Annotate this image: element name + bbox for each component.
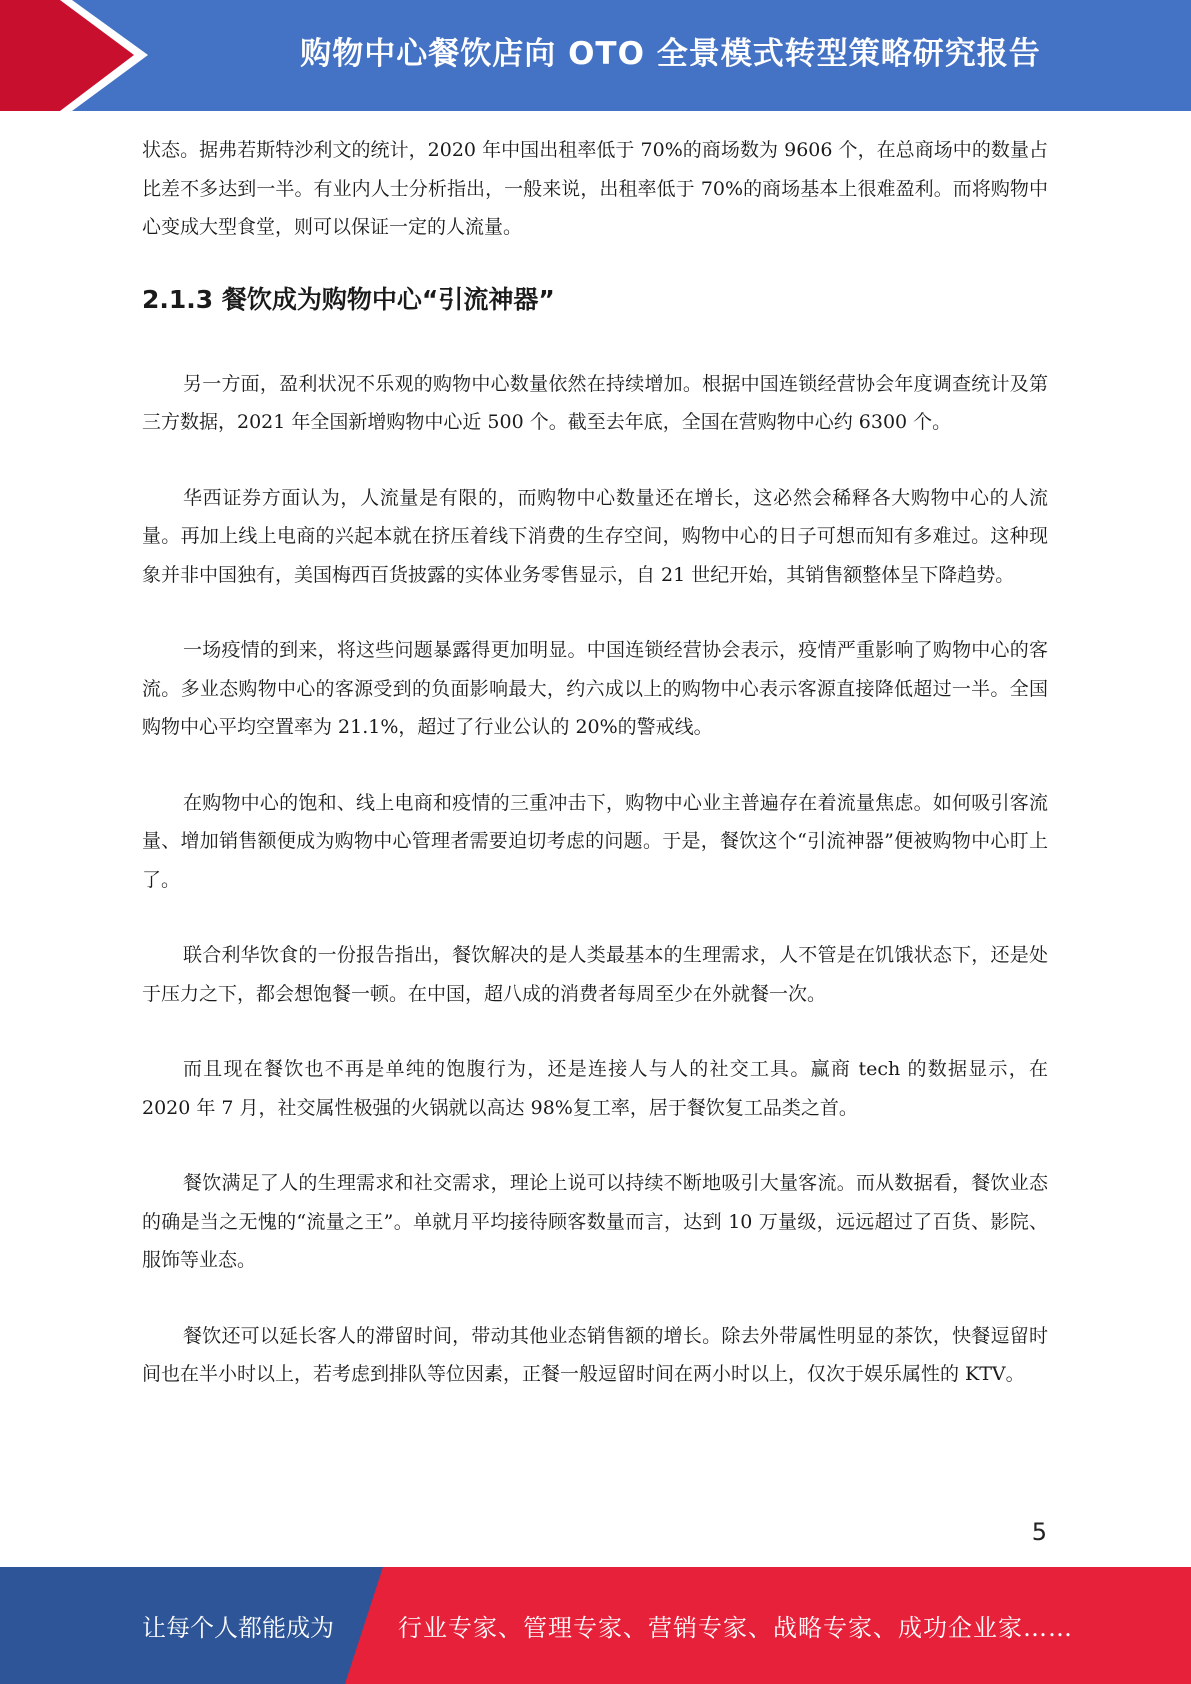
page-body: [142, 131, 1048, 1394]
paragraph: 另一方面，盈利状况不乐观的购物中心数量依然在持续增加。根据中国连锁经营协会年度调查统计及第三方数据，2021 年全国新增购物中心近 500 个。截至去年底，全国在营购物中心约 6300 个。: [142, 372, 1048, 433]
paragraph: 而且现在餐饮也不再是单纯的饱腹行为，还是连接人与人的社交工具。赢商 tech 的数据显示，在 2020 年 7 月，社交属性极强的火锅就以高达 98%复工率，居于餐饮复工品类之首。: [142, 1058, 1048, 1119]
paragraph: 餐饮还可以延长客人的滞留时间，带动其他业态销售额的增长。除去外带属性明显的茶饮，快餐逗留时间也在半小时以上，若考虑到排队等位因素，正餐一般逗留时间在两小时以上，仅次于娱乐属性的 KTV。: [142, 1324, 1048, 1385]
section-heading: 2.1.3 餐饮成为购物中心“引流神器”: [142, 284, 555, 314]
paragraph: 在购物中心的饱和、线上电商和疫情的三重冲击下，购物中心业主普遍存在着流量焦虑。如何吸引客流量、增加销售额便成为购物中心管理者需要迫切考虑的问题。于是，餐饮这个“引流神器”便被购物中心盯上了。: [142, 791, 1048, 891]
footer-slogan-right: 行业专家、管理专家、营销专家、战略专家、成功企业家……: [398, 1614, 1073, 1642]
header-banner: [0, 0, 1191, 111]
footer-slogan-left: 让每个人都能成为: [142, 1614, 334, 1642]
paragraph: 餐饮满足了人的生理需求和社交需求，理论上说可以持续不断地吸引大量客流。而从数据看，餐饮业态的确是当之无愧的“流量之王”。单就月平均接待顾客数量而言，达到 10 万量级，远远超过了百货、影院、服饰等业态。: [142, 1172, 1048, 1271]
page-number: 5: [1031, 1518, 1047, 1546]
paragraph: 联合利华饮食的一份报告指出，餐饮解决的是人类最基本的生理需求，人不管是在饥饿状态下，还是处于压力之下，都会想饱餐一顿。在中国，超八成的消费者每周至少在外就餐一次。: [142, 944, 1048, 1005]
paragraph: 一场疫情的到来，将这些问题暴露得更加明显。中国连锁经营协会表示，疫情严重影响了购物中心的客流。多业态购物中心的客源受到的负面影响最大，约六成以上的购物中心表示客源直接降低超过一半。全国购物中心平均空置率为 21.1%，超过了行业公认的 20%的警戒线。: [142, 639, 1048, 738]
footer-banner: [0, 1567, 1191, 1684]
header-title: 购物中心餐饮店向 OTO 全景模式转型策略研究报告: [300, 35, 1041, 72]
header-chevron-icon: [0, 0, 160, 111]
paragraph: 华西证券方面认为，人流量是有限的，而购物中心数量还在增长，这必然会稀释各大购物中心的人流量。再加上线上电商的兴起本就在挤压着线下消费的生存空间，购物中心的日子可想而知有多难过。这种现象并非中国独有，美国梅西百货披露的实体业务零售显示，自 21 世纪开始，其销售额整体呈下降趋势。: [142, 486, 1048, 586]
paragraph-intro: 状态。据弗若斯特沙利文的统计，2020 年中国出租率低于 70%的商场数为 9606 个，在总商场中的数量占比差不多达到一半。有业内人士分析指出，一般来说，出租率低于 70%的商场基本上很难盈利。而将购物中心变成大型食堂，则可以保证一定的人流量。: [142, 139, 1048, 238]
